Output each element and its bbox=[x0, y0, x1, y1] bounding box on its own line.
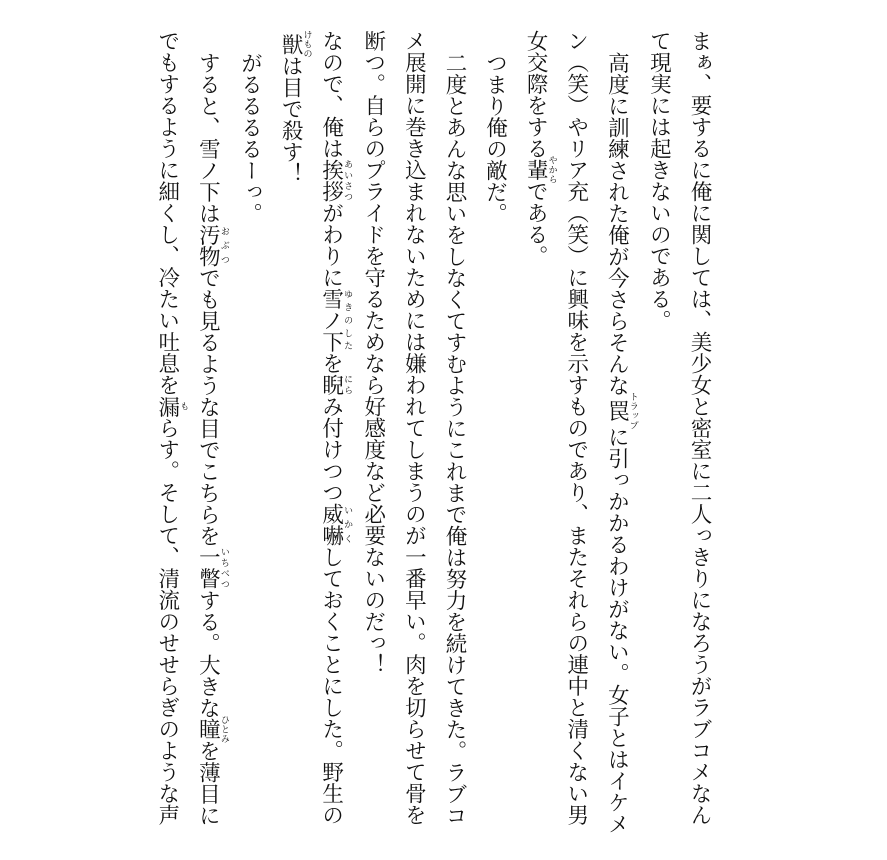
paragraph-7-text-e: らす。そして、清流のせせらぎのような声 bbox=[154, 417, 180, 826]
paragraph-1-text: まぁ、要するに俺に関しては、美少女と密室に二人っきりになろうがラブコメなんて現実には起きないのである。 bbox=[646, 30, 712, 826]
paragraph-2-text-b: に引っかかるわけがない。女子とはイケメン（笑）やリア充（笑）に興味を示すものであり、またそれらの連中と清くない男女交際をする bbox=[523, 30, 630, 834]
ruby-hitomi: 瞳ひとみ bbox=[195, 714, 229, 743]
ruby-ikaku: 威嚇いかく bbox=[318, 503, 353, 546]
ruby-kemono: 獣けもの bbox=[278, 30, 312, 59]
paragraph-5-text-c: を bbox=[318, 352, 344, 374]
paragraph-7-text-d: を薄目にでもするように細くし、冷たい吐息を bbox=[154, 30, 221, 826]
paragraph-4-text: 二度とあんな思いをしなくてすむようにこれまで俺は努力を続けてきた。ラブコメ展開に巻き込まれないためには嫌われてしまうのが一番早い。肉を切らせて骨を断つ。自らのプライドを守るためなら好感度など必要ないのだっ！ bbox=[360, 30, 467, 826]
paragraph-5-text-b: がわりに bbox=[318, 202, 344, 288]
paragraph-5 bbox=[269, 30, 352, 840]
ruby-obutsu: 汚物おぶつ bbox=[195, 223, 229, 267]
ruby-trap: 罠トラップ bbox=[604, 391, 638, 430]
paragraph-3 bbox=[474, 30, 515, 840]
paragraph-4 bbox=[352, 30, 474, 840]
paragraph-5-text-a: なので、俺は bbox=[318, 30, 344, 159]
paragraph-2-text-c: である。 bbox=[523, 180, 549, 267]
paragraph-6 bbox=[229, 30, 270, 840]
paragraph-3-text: つまり俺の敵だ。 bbox=[482, 51, 508, 224]
ruby-yakara: 輩やから bbox=[523, 155, 557, 184]
paragraph-2-text-a: 高度に訓練された俺が今さらそんな bbox=[604, 51, 630, 396]
paragraph-5-text-e: しておくことにした。野生の bbox=[318, 546, 344, 826]
paragraph-5-text-d: み付けつつ bbox=[318, 395, 344, 503]
paragraph-7-text-c: する。大きな bbox=[195, 589, 221, 718]
paragraph-6-text: がるるるるーっ。 bbox=[237, 51, 263, 224]
ruby-mo: 漏も bbox=[154, 395, 189, 417]
paragraph-7-text-b: でも見るような目でこちらを bbox=[195, 266, 221, 546]
paragraph-7 bbox=[146, 30, 229, 840]
paragraph-1 bbox=[638, 30, 719, 840]
novel-page bbox=[146, 30, 719, 840]
paragraph-2 bbox=[515, 30, 638, 840]
paragraph-5-text-f: は目で殺す！ bbox=[278, 54, 304, 184]
ruby-yukinoshita: 雪ノ下ゆきのした bbox=[318, 288, 353, 353]
paragraph-7-text-a: すると、雪ノ下は bbox=[195, 51, 221, 224]
ruby-nira: 睨にら bbox=[318, 374, 353, 396]
ruby-ichibetsu: 一瞥いちべつ bbox=[195, 546, 229, 589]
ruby-aisatsu: 挨拶あいさつ bbox=[318, 159, 353, 202]
